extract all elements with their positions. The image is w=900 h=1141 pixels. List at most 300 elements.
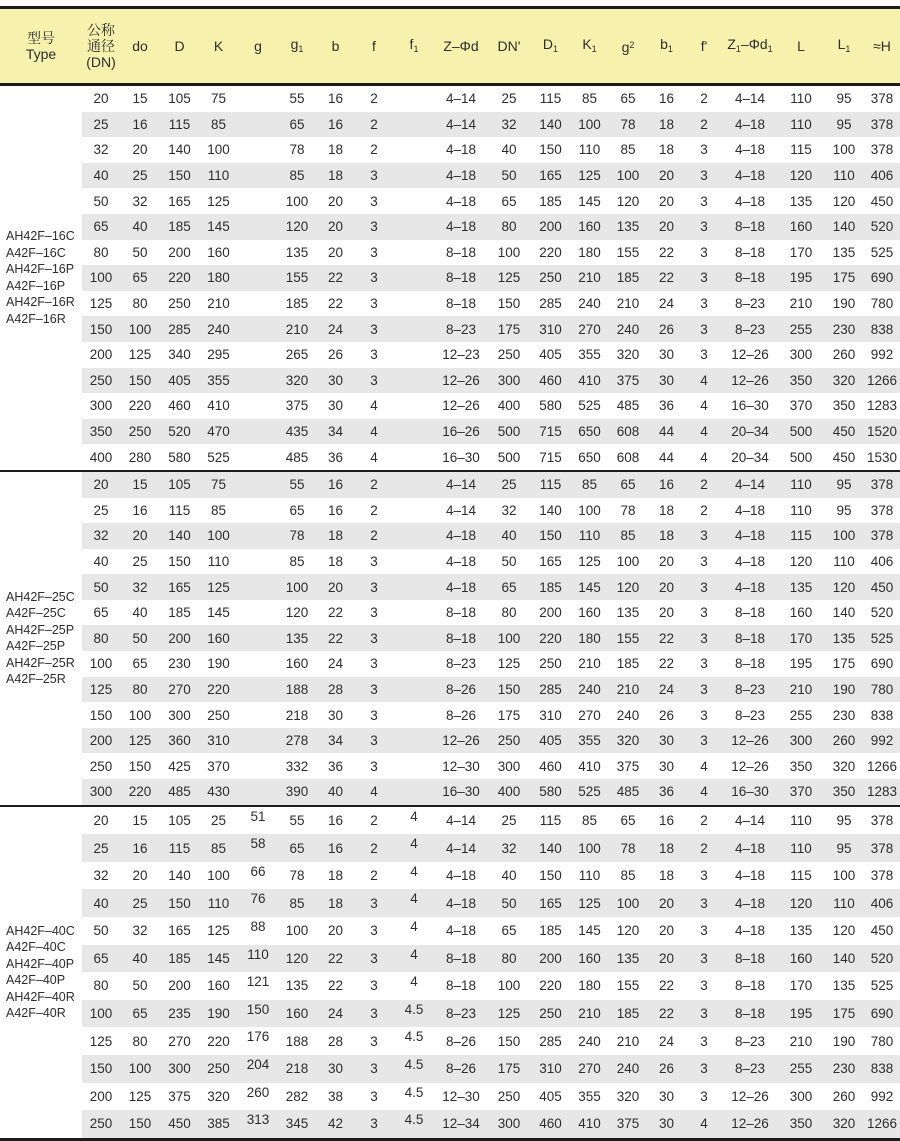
cell-k1: 160 [578, 605, 601, 621]
header-l1: $L_1$ [824, 8, 864, 85]
cell-b: 24 [327, 656, 344, 672]
cell-b1: 16 [647, 806, 686, 835]
cell-k1: 240 [578, 1033, 601, 1049]
cell-do: 16 [120, 834, 160, 862]
cell-dn: 40 [93, 553, 109, 569]
cell-do: 150 [120, 1110, 160, 1139]
cell-l: 120 [778, 163, 824, 189]
cell-z1_phi_d1: 20–34 [731, 449, 769, 465]
cell-do: 80 [132, 296, 148, 312]
cell-d1: 405 [531, 728, 570, 754]
cell-dn_prime: 150 [497, 296, 521, 312]
cell-dn: 65 [93, 605, 109, 621]
cell-l1: 95 [824, 112, 864, 138]
cell-g1: 85 [289, 553, 305, 569]
cell-l1: 95 [836, 502, 852, 518]
cell-k: 210 [207, 296, 230, 312]
cell-l: 135 [789, 923, 813, 939]
cell-g2: 120 [609, 574, 647, 600]
cell-l1: 350 [832, 398, 856, 414]
cell-g2: 65 [609, 806, 647, 835]
cell-f: 3 [370, 296, 378, 312]
cell-b: 22 [316, 625, 355, 651]
cell-l1: 95 [824, 806, 864, 835]
cell-k1: 110 [570, 523, 609, 549]
cell-g2: 608 [609, 419, 647, 445]
cell-do: 15 [120, 806, 160, 835]
cell-f: 2 [370, 868, 378, 884]
cell-b1: 30 [658, 347, 675, 363]
cell-g2: 78 [620, 502, 636, 518]
cell-f: 3 [355, 1000, 393, 1028]
cell-g: 51 [238, 806, 278, 835]
cell-g1: 160 [278, 1000, 316, 1028]
cell-b: 18 [327, 553, 344, 569]
cell-h: 450 [870, 193, 894, 209]
cell-f1 [393, 600, 435, 626]
cell-g1: 65 [289, 502, 305, 518]
type-label: A42F–16P [6, 278, 66, 293]
cell-do: 32 [120, 574, 160, 600]
cell-d: 165 [168, 193, 191, 209]
type-labels-group-2 [0, 471, 82, 806]
cell-f1 [393, 368, 435, 394]
cell-h: 378 [864, 471, 900, 498]
cell-l: 195 [778, 265, 824, 291]
cell-b1: 20 [658, 193, 675, 209]
cell-f: 3 [355, 728, 393, 754]
cell-h: 525 [870, 978, 894, 994]
cell-g1: 55 [289, 91, 305, 107]
cell-f1 [393, 316, 435, 342]
cell-dn: 40 [82, 163, 120, 189]
cell-dn_prime: 50 [501, 553, 517, 569]
cell-g2: 320 [609, 728, 647, 754]
cell-k: 85 [199, 834, 238, 862]
cell-do: 125 [128, 347, 152, 363]
type-label: A42F–25R [6, 672, 66, 687]
table-row [0, 972, 900, 1000]
cell-g1: 65 [278, 834, 316, 862]
table-row [0, 625, 900, 651]
cell-b1: 22 [658, 656, 675, 672]
cell-b1: 20 [647, 214, 686, 240]
table-row [0, 600, 900, 626]
cell-z1_phi_d1: 8–23 [734, 1033, 766, 1049]
cell-g1: 320 [278, 368, 316, 394]
cell-g2: 120 [616, 193, 640, 209]
cell-g [238, 368, 278, 394]
cell-f_prime: 3 [686, 316, 722, 342]
cell-dn: 25 [82, 834, 120, 862]
cell-l1: 95 [824, 834, 864, 862]
cell-l: 170 [789, 244, 813, 260]
cell-b: 26 [327, 347, 344, 363]
cell-b1: 24 [658, 1033, 675, 1049]
cell-f1 [393, 677, 435, 703]
cell-f_prime: 3 [700, 1033, 708, 1049]
cell-g2: 240 [609, 316, 647, 342]
type-label: AH42F–25C [6, 589, 75, 604]
cell-dn: 250 [89, 758, 113, 774]
cell-f: 2 [355, 112, 393, 138]
cell-g1: 78 [289, 142, 305, 158]
cell-dn_prime: 65 [501, 193, 517, 209]
cell-b1: 18 [647, 523, 686, 549]
cell-k1: 410 [570, 1110, 609, 1139]
cell-g: 204 [238, 1055, 278, 1083]
cell-g2: 185 [609, 1000, 647, 1028]
cell-z_phi_d: 8–26 [445, 707, 477, 723]
cell-h: 378 [870, 142, 894, 158]
cell-k: 410 [207, 398, 230, 414]
cell-d1: 220 [539, 978, 562, 994]
cell-l1: 100 [824, 523, 864, 549]
cell-l: 350 [789, 758, 813, 774]
cell-d1: 460 [539, 758, 562, 774]
cell-do: 220 [120, 779, 160, 806]
cell-l: 350 [778, 1110, 824, 1139]
cell-b1: 26 [647, 316, 686, 342]
cell-l: 195 [778, 1000, 824, 1028]
table-row [0, 702, 900, 728]
cell-b: 40 [316, 779, 355, 806]
cell-d: 115 [160, 834, 199, 862]
cell-d1: 460 [531, 368, 570, 394]
cell-k1: 270 [570, 1055, 609, 1083]
cell-l: 170 [789, 978, 813, 994]
cell-g [238, 112, 278, 138]
cell-b: 30 [327, 707, 344, 723]
cell-l1: 230 [824, 1055, 864, 1083]
cell-dn_prime: 400 [497, 398, 521, 414]
cell-z_phi_d: 12–23 [442, 347, 480, 363]
type-label: AH42F–25R [6, 655, 75, 670]
cell-z1_phi_d1: 8–18 [722, 625, 778, 651]
table-row [0, 1083, 900, 1111]
cell-f_prime: 3 [700, 553, 708, 569]
cell-g: 260 [246, 1084, 270, 1100]
cell-dn_prime: 300 [487, 1110, 531, 1139]
cell-b1: 30 [647, 728, 686, 754]
cell-g2: 135 [616, 605, 640, 621]
cell-f: 2 [355, 471, 393, 498]
cell-f: 4 [370, 398, 378, 414]
cell-k: 125 [207, 923, 230, 939]
cell-k: 320 [207, 1088, 230, 1104]
cell-l: 195 [789, 656, 813, 672]
header-z_phi_d: Z–Φd [435, 8, 487, 85]
cell-f_prime: 3 [686, 728, 722, 754]
table-row [0, 137, 900, 163]
header-row [0, 8, 900, 85]
cell-h: 378 [864, 834, 900, 862]
cell-k: 220 [199, 677, 238, 703]
cell-g1: 210 [278, 316, 316, 342]
type-label: AH42F–40C [6, 923, 75, 938]
cell-b1: 36 [647, 779, 686, 806]
cell-k1: 110 [578, 142, 601, 158]
cell-k: 75 [199, 471, 238, 498]
cell-z1_phi_d1: 8–18 [722, 265, 778, 291]
cell-f_prime: 3 [686, 1000, 722, 1028]
header-type: 型号 Type [0, 8, 82, 85]
cell-l: 115 [778, 523, 824, 549]
cell-dn: 250 [82, 1110, 120, 1139]
cell-z1_phi_d1: 4–18 [734, 553, 766, 569]
cell-do: 20 [120, 523, 160, 549]
cell-g [238, 600, 278, 626]
cell-b1: 20 [647, 945, 686, 973]
cell-f1 [393, 137, 435, 163]
cell-d1: 165 [531, 163, 570, 189]
cell-dn_prime: 25 [487, 806, 531, 835]
cell-d: 450 [160, 1110, 199, 1139]
table-row [0, 779, 900, 806]
cell-z_phi_d: 8–18 [435, 625, 487, 651]
cell-dn_prime: 32 [487, 834, 531, 862]
cell-k1: 355 [578, 347, 601, 363]
cell-f_prime: 2 [700, 502, 708, 518]
cell-z1_phi_d1: 8–23 [734, 707, 766, 723]
cell-l: 115 [790, 142, 812, 158]
cell-l1: 350 [824, 779, 864, 806]
cell-g1: 278 [278, 728, 316, 754]
cell-dn_prime: 300 [497, 758, 521, 774]
cell-f: 4 [355, 779, 393, 806]
cell-k1: 85 [570, 471, 609, 498]
cell-d1: 285 [531, 677, 570, 703]
cell-z1_phi_d1: 8–18 [722, 945, 778, 973]
cell-f1 [393, 549, 435, 575]
cell-f_prime: 3 [686, 677, 722, 703]
table-row [0, 1055, 900, 1083]
cell-f: 2 [370, 91, 378, 107]
cell-b: 18 [316, 163, 355, 189]
cell-dn: 400 [89, 449, 113, 465]
cell-dn: 20 [82, 806, 120, 835]
cell-d: 460 [168, 398, 191, 414]
cell-do: 20 [132, 142, 148, 158]
cell-b1: 20 [647, 574, 686, 600]
cell-g1: 100 [285, 193, 309, 209]
table-row [0, 163, 900, 189]
cell-l: 255 [789, 707, 813, 723]
cell-dn: 80 [93, 244, 109, 260]
cell-z1_phi_d1: 4–18 [722, 112, 778, 138]
cell-l1: 260 [824, 728, 864, 754]
cell-z_phi_d: 12–26 [435, 728, 487, 754]
cell-f_prime: 3 [686, 523, 722, 549]
header-d1: $D_1$ [531, 8, 570, 85]
cell-h: 406 [864, 163, 900, 189]
cell-h: 520 [864, 214, 900, 240]
cell-h: 525 [870, 244, 894, 260]
cell-b: 18 [327, 142, 344, 158]
cell-h: 690 [864, 265, 900, 291]
cell-d1: 220 [531, 625, 570, 651]
cell-z_phi_d: 8–23 [445, 656, 477, 672]
cell-d: 185 [160, 214, 199, 240]
cell-f_prime: 2 [686, 471, 722, 498]
cell-z1_phi_d1: 16–30 [731, 398, 769, 414]
cell-f: 3 [355, 1110, 393, 1139]
cell-b1: 20 [658, 923, 675, 939]
cell-b: 30 [327, 398, 344, 414]
cell-b: 30 [316, 368, 355, 394]
cell-g1: 375 [285, 398, 309, 414]
header-z1_phi_d1: $Z_1-\Phi d_1$ [722, 8, 778, 85]
cell-k: 85 [199, 112, 238, 138]
cell-dn: 100 [82, 1000, 120, 1028]
cell-f: 3 [370, 244, 378, 260]
cell-d1: 115 [539, 91, 562, 107]
cell-do: 50 [132, 978, 148, 994]
cell-f: 2 [370, 142, 378, 158]
cell-k1: 100 [570, 112, 609, 138]
cell-g [238, 265, 278, 291]
cell-z_phi_d: 8–18 [445, 244, 477, 260]
cell-k1: 160 [570, 214, 609, 240]
cell-z_phi_d: 4–14 [435, 806, 487, 835]
cell-d: 425 [168, 758, 191, 774]
cell-z_phi_d: 4–18 [445, 923, 477, 939]
table-row [0, 753, 900, 779]
cell-f1 [393, 214, 435, 240]
cell-z_phi_d: 16–26 [435, 419, 487, 445]
cell-l1: 110 [824, 889, 864, 917]
cell-h: 378 [870, 868, 894, 884]
cell-g: 58 [238, 834, 278, 862]
cell-h: 1283 [866, 398, 898, 414]
cell-d: 200 [168, 978, 191, 994]
cell-do: 100 [120, 1055, 160, 1083]
cell-g2: 78 [609, 112, 647, 138]
cell-z1_phi_d1: 4–18 [734, 142, 766, 158]
cell-do: 50 [120, 625, 160, 651]
cell-f: 2 [355, 806, 393, 835]
cell-z1_phi_d1: 4–14 [722, 806, 778, 835]
cell-f: 3 [355, 214, 393, 240]
cell-f_prime: 4 [686, 419, 722, 445]
cell-g1: 435 [278, 419, 316, 445]
cell-g2: 375 [616, 758, 640, 774]
cell-do: 25 [132, 553, 148, 569]
cell-k: 100 [207, 142, 230, 158]
cell-z_phi_d: 8–18 [435, 945, 487, 973]
cell-l: 120 [778, 889, 824, 917]
cell-d: 115 [168, 502, 191, 518]
cell-dn: 20 [93, 91, 109, 107]
cell-g2: 85 [620, 868, 636, 884]
cell-f_prime: 3 [686, 945, 722, 973]
cell-b: 36 [327, 758, 344, 774]
cell-z1_phi_d1: 8–23 [722, 1055, 778, 1083]
cell-f_prime: 3 [700, 142, 708, 158]
cell-b1: 18 [647, 834, 686, 862]
cell-k: 110 [207, 553, 230, 569]
type-label: A42F–40P [6, 973, 66, 988]
cell-h: 406 [870, 553, 894, 569]
cell-z1_phi_d1: 12–26 [722, 728, 778, 754]
cell-f1 [393, 625, 435, 651]
cell-f_prime: 3 [686, 889, 722, 917]
cell-z_phi_d: 8–18 [445, 296, 477, 312]
cell-do: 220 [128, 398, 152, 414]
cell-l: 255 [778, 1055, 824, 1083]
cell-z1_phi_d1: 16–30 [722, 779, 778, 806]
cell-d: 375 [168, 1088, 191, 1104]
cell-g2: 155 [616, 978, 640, 994]
cell-z1_phi_d1: 4–18 [722, 163, 778, 189]
cell-b1: 44 [658, 449, 675, 465]
cell-dn: 100 [89, 656, 113, 672]
cell-do: 25 [120, 163, 160, 189]
cell-b: 16 [327, 91, 344, 107]
cell-d1: 250 [539, 656, 562, 672]
cell-g [238, 549, 278, 575]
cell-do: 150 [120, 368, 160, 394]
cell-k: 470 [199, 419, 238, 445]
cell-g: 313 [238, 1110, 278, 1139]
cell-b: 22 [316, 945, 355, 973]
cell-l1: 175 [832, 656, 856, 672]
cell-d: 185 [160, 945, 199, 973]
cell-dn: 200 [89, 1088, 113, 1104]
cell-f1 [393, 523, 435, 549]
cell-dn_prime: 250 [497, 347, 521, 363]
cell-h: 525 [864, 625, 900, 651]
cell-b1: 26 [647, 1055, 686, 1083]
cell-z1_phi_d1: 8–23 [734, 296, 766, 312]
cell-f1 [393, 779, 435, 806]
cell-l: 210 [789, 296, 813, 312]
cell-g1: 55 [278, 806, 316, 835]
type-labels-group-3 [0, 806, 82, 1140]
cell-g1: 390 [278, 779, 316, 806]
cell-h: 378 [870, 91, 894, 107]
cell-z1_phi_d1: 8–18 [722, 214, 778, 240]
cell-g1: 188 [285, 1033, 309, 1049]
cell-dn: 32 [93, 142, 109, 158]
table-row [0, 85, 900, 112]
cell-d: 285 [160, 316, 199, 342]
cell-g2: 608 [616, 449, 640, 465]
cell-g: 150 [238, 1000, 278, 1028]
cell-l1: 110 [833, 553, 855, 569]
table-row [0, 214, 900, 240]
cell-f: 4 [355, 419, 393, 445]
cell-f_prime: 4 [700, 398, 708, 414]
cell-h: 690 [870, 656, 894, 672]
cell-d: 150 [160, 889, 199, 917]
cell-z_phi_d: 4–14 [435, 834, 487, 862]
cell-d1: 220 [539, 244, 562, 260]
cell-f_prime: 2 [686, 112, 722, 138]
cell-b1: 24 [658, 296, 675, 312]
cell-z_phi_d: 4–18 [435, 163, 487, 189]
cell-g1: 55 [278, 471, 316, 498]
cell-g [238, 471, 278, 498]
cell-z1_phi_d1: 12–26 [731, 758, 769, 774]
cell-g1: 185 [285, 296, 309, 312]
cell-d1: 285 [539, 1033, 562, 1049]
cell-g [238, 291, 278, 317]
cell-f: 3 [355, 1055, 393, 1083]
table-row [0, 1000, 900, 1028]
cell-d: 140 [160, 523, 199, 549]
cell-do: 150 [128, 758, 152, 774]
